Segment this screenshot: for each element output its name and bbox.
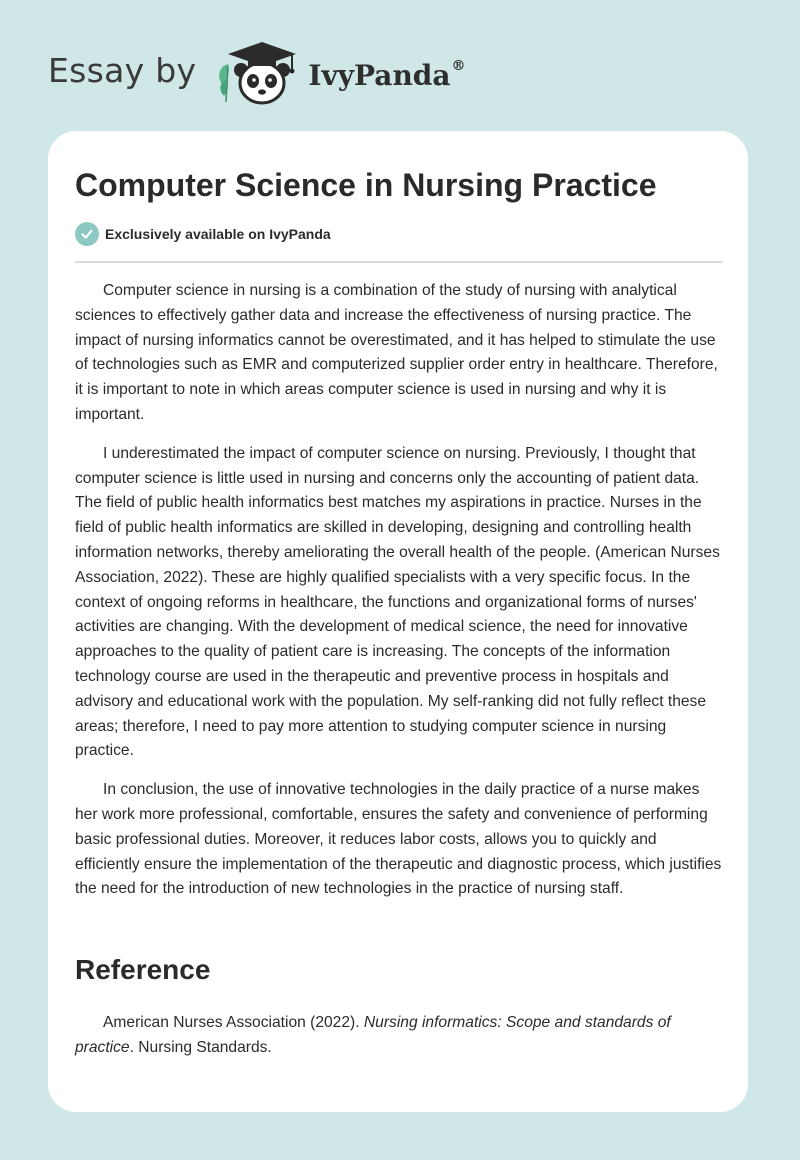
site-header <box>48 36 466 108</box>
trademark-symbol: ® <box>451 58 466 75</box>
paragraph: Computer science in nursing is a combination of the study of nursing with analytical sciences to effectively gather data and increase the effectiveness of nursing practice. The impact of nursing informatics cannot be overestimated, and it has helped to stimulate the use of technologies such as EMR and computerized supplier order entry in healthcare. Therefore, it is important to note in which areas computer science is used in nursing and why it is important. <box>75 282 718 423</box>
essay-body <box>75 279 725 916</box>
reference-author: American Nurses Association (2022). <box>103 1014 364 1031</box>
brand-name[interactable] <box>308 59 465 92</box>
essay-card <box>48 131 748 1112</box>
exclusive-label: Exclusively available on IvyPanda <box>105 226 331 242</box>
essay-by-label: Essay by <box>48 50 197 90</box>
leaf-icon <box>219 64 229 102</box>
reference-publisher: . Nursing Standards. <box>129 1038 272 1056</box>
reference-entry <box>75 1011 725 1061</box>
panda-logo-icon[interactable] <box>210 36 302 108</box>
paragraph: In conclusion, the use of innovative technologies in the daily practice of a nurse makes her work more professional, comfortable, ensures the safety and convenience of performing basic professional duties. Moreover, it reduces labor costs, allows you to quickly and efficiently ensure the implementation of the therapeutic and diagnostic process, which justifies the need for the introduction of new technologies in the practice of nursing staff. <box>75 781 722 898</box>
brand-text: IvyPanda <box>308 58 451 92</box>
reference-title: Nursing informatics: Scope and standards of practice <box>75 1014 671 1056</box>
paragraph: I underestimated the impact of computer science on nursing. Previously, I thought that computer science is little used in nursing and concerns only the accounting of patient data. The field of public health informatics best matches my aspirations in practice. Nurses in the field of public health informatics are skilled in developing, designing and controlling health information networks, thereby ameliorating the overall health of the people. (American Nurses Association, 2022). These are highly qualified specialists with a very specific focus. In the context of ongoing reforms in healthcare, the functions and organizational forms of nurses' activities are changing. With the development of medical science, the need for innovative approaches to the quality of patient care is increasing. The concepts of the information technology course are used in the therapeutic and preventive process in hospitals and advisory and educational work with the population. My self-ranking did not fully reflect these areas; therefore, I need to pay more attention to studying computer science in nursing practice. <box>75 444 720 760</box>
exclusive-badge <box>75 221 331 247</box>
page-title: Computer Science in Nursing Practice <box>75 167 657 203</box>
reference-heading: Reference <box>75 954 211 985</box>
divider <box>75 261 723 263</box>
check-icon <box>75 222 99 246</box>
